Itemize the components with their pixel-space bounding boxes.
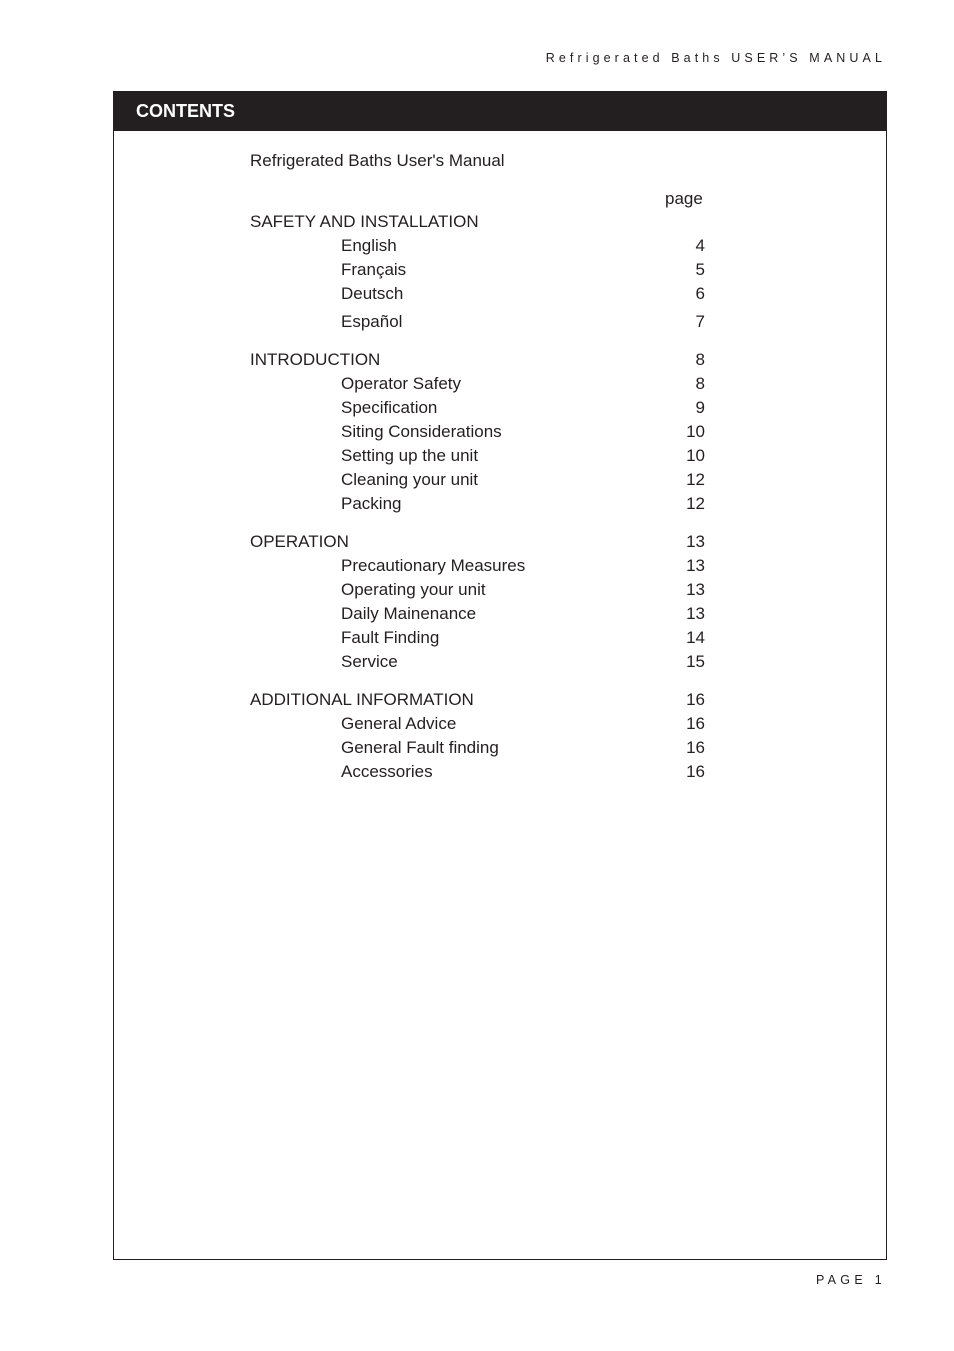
contents-heading: CONTENTS bbox=[114, 92, 886, 131]
manual-title: Refrigerated Baths User's Manual bbox=[250, 151, 505, 170]
toc-entry bbox=[250, 470, 705, 490]
toc-entry bbox=[250, 398, 705, 418]
toc-entry-label: Service bbox=[341, 652, 398, 671]
toc-section-label: INTRODUCTION bbox=[250, 350, 381, 369]
toc-entry-page: 12 bbox=[686, 470, 705, 489]
toc-entry bbox=[250, 494, 705, 514]
toc-entry-page: 4 bbox=[695, 236, 705, 255]
toc-entry bbox=[250, 714, 705, 734]
page-number: PAGE 1 bbox=[815, 1273, 886, 1287]
toc-entry bbox=[250, 446, 705, 466]
toc-entry-page: 16 bbox=[686, 714, 705, 733]
toc-entry-page: 8 bbox=[695, 374, 705, 393]
toc-entry-label: Deutsch bbox=[341, 284, 404, 303]
toc-entry bbox=[250, 374, 705, 394]
toc-entry-page: 14 bbox=[686, 628, 705, 647]
toc-entry bbox=[250, 260, 705, 280]
toc-entry-page: 12 bbox=[686, 494, 705, 513]
toc-section-label: OPERATION bbox=[250, 532, 349, 551]
toc-section-page: 8 bbox=[695, 350, 705, 369]
toc-entry-page: 6 bbox=[695, 284, 705, 303]
toc-section bbox=[250, 212, 705, 232]
toc-section bbox=[250, 690, 705, 710]
toc-entry-page: 16 bbox=[686, 738, 705, 757]
toc-section-label: SAFETY AND INSTALLATION bbox=[250, 212, 479, 231]
toc-entry-page: 16 bbox=[686, 762, 705, 781]
toc-section-page: 13 bbox=[686, 532, 705, 551]
toc-entry bbox=[250, 284, 705, 304]
toc-entry-label: Accessories bbox=[341, 762, 433, 781]
toc-entry-label: Fault Finding bbox=[341, 628, 440, 647]
toc-entry-page: 10 bbox=[686, 422, 705, 441]
toc-entry-label: Siting Considerations bbox=[341, 422, 502, 441]
toc-entry-label: Operating your unit bbox=[341, 580, 486, 599]
toc-entry-page: 15 bbox=[686, 652, 705, 671]
contents-frame bbox=[113, 91, 887, 1260]
toc-section bbox=[250, 532, 705, 552]
running-header: Refrigerated Baths USER’S MANUAL bbox=[545, 51, 886, 65]
toc-entry-page: 13 bbox=[686, 556, 705, 575]
toc-entry-label: English bbox=[341, 236, 397, 255]
toc-entry-label: Precautionary Measures bbox=[341, 556, 526, 575]
toc-entry-page: 13 bbox=[686, 604, 705, 623]
toc-entry bbox=[250, 762, 705, 782]
toc-entry-label: Cleaning your unit bbox=[341, 470, 479, 489]
toc-entry bbox=[250, 422, 705, 442]
page-column-label: page bbox=[665, 189, 703, 208]
toc-entry bbox=[250, 556, 705, 576]
toc-entry bbox=[250, 312, 705, 332]
toc-entry-page: 13 bbox=[686, 580, 705, 599]
toc-entry-page: 5 bbox=[695, 260, 705, 279]
toc-entry bbox=[250, 580, 705, 600]
toc-section bbox=[250, 350, 705, 370]
toc-entry-label: General Fault finding bbox=[341, 738, 499, 757]
toc-entry-label: Packing bbox=[341, 494, 402, 513]
toc-section-page: 16 bbox=[686, 690, 705, 709]
toc-entry-label: Daily Mainenance bbox=[341, 604, 477, 623]
toc-entry-label: Español bbox=[341, 312, 403, 331]
toc-entry bbox=[250, 628, 705, 648]
toc-entry-label: Operator Safety bbox=[341, 374, 462, 393]
toc-entry bbox=[250, 738, 705, 758]
toc-section-label: ADDITIONAL INFORMATION bbox=[250, 690, 474, 709]
toc-entry-page: 10 bbox=[686, 446, 705, 465]
toc-entry-page: 7 bbox=[695, 312, 705, 331]
toc-entry-page: 9 bbox=[695, 398, 705, 417]
toc-entry bbox=[250, 604, 705, 624]
toc-entry-label: Setting up the unit bbox=[341, 446, 479, 465]
toc-entry bbox=[250, 236, 705, 256]
toc-entry bbox=[250, 652, 705, 672]
toc-entry-label: Français bbox=[341, 260, 407, 279]
toc-entry-label: Specification bbox=[341, 398, 438, 417]
toc-entry-label: General Advice bbox=[341, 714, 457, 733]
